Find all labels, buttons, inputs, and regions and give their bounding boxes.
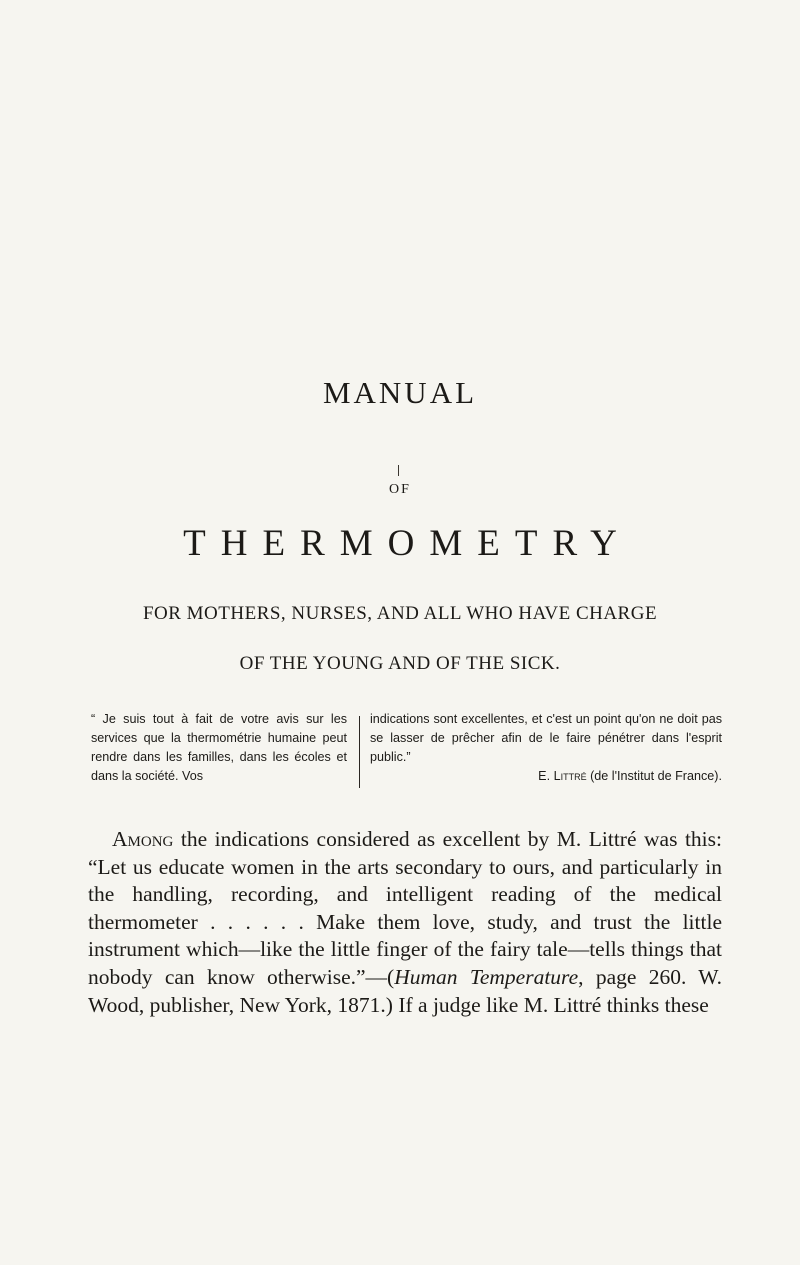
title-thermometry: THERMOMETRY [183, 523, 632, 564]
paragraph [88, 826, 722, 1019]
epigraph-right-text: indications sont excellentes, et c'est un point qu'on ne doit pas se lasser de prêcher afin de le faire pénétrer dans l'esprit public.” [370, 712, 722, 764]
epigraph-divider [359, 716, 360, 788]
body-paragraph [88, 826, 722, 1019]
subtitle-line-1: FOR MOTHERS, NURSES, AND ALL WHO HAVE CHARGE [142, 603, 658, 624]
attribution-suffix: (de l'Institut de France). [590, 769, 722, 783]
epigraph-left-column: “ Je suis tout à fait de votre avis sur les services que la thermométrie humaine peut rendre dans les familles, dans les écoles et dans la société. Vos [91, 712, 347, 783]
attribution-name: Littré [553, 769, 587, 783]
lead-word: Among [112, 827, 174, 851]
citation-title: Human Temperature [394, 964, 579, 989]
attribution-prefix: E. [538, 769, 551, 783]
title-manual: MANUAL [322, 375, 478, 410]
print-mark [398, 465, 399, 476]
epigraph-attribution [370, 767, 722, 786]
title-of: OF [389, 482, 411, 497]
body-text-part-1: the indications considered as excellent by M. Littré was this: “Let us educate women in the arts secondary to ours, and particularly in the handling, recording, and intelligent reading of the medical thermometer . . . . . . Make them love, study, and trust the little instrument which—like the little finger of the fairy tale—tells things that nobody can know otherwise.”—( [88, 827, 722, 989]
subtitle-line-2: OF THE YOUNG AND OF THE SICK. [239, 653, 561, 674]
epigraph-right-column [370, 710, 722, 786]
body-text-part-2: , page 260. W. Wood, publisher, New York, 1871.) If a judge like M. Littré thinks these [88, 964, 722, 1017]
